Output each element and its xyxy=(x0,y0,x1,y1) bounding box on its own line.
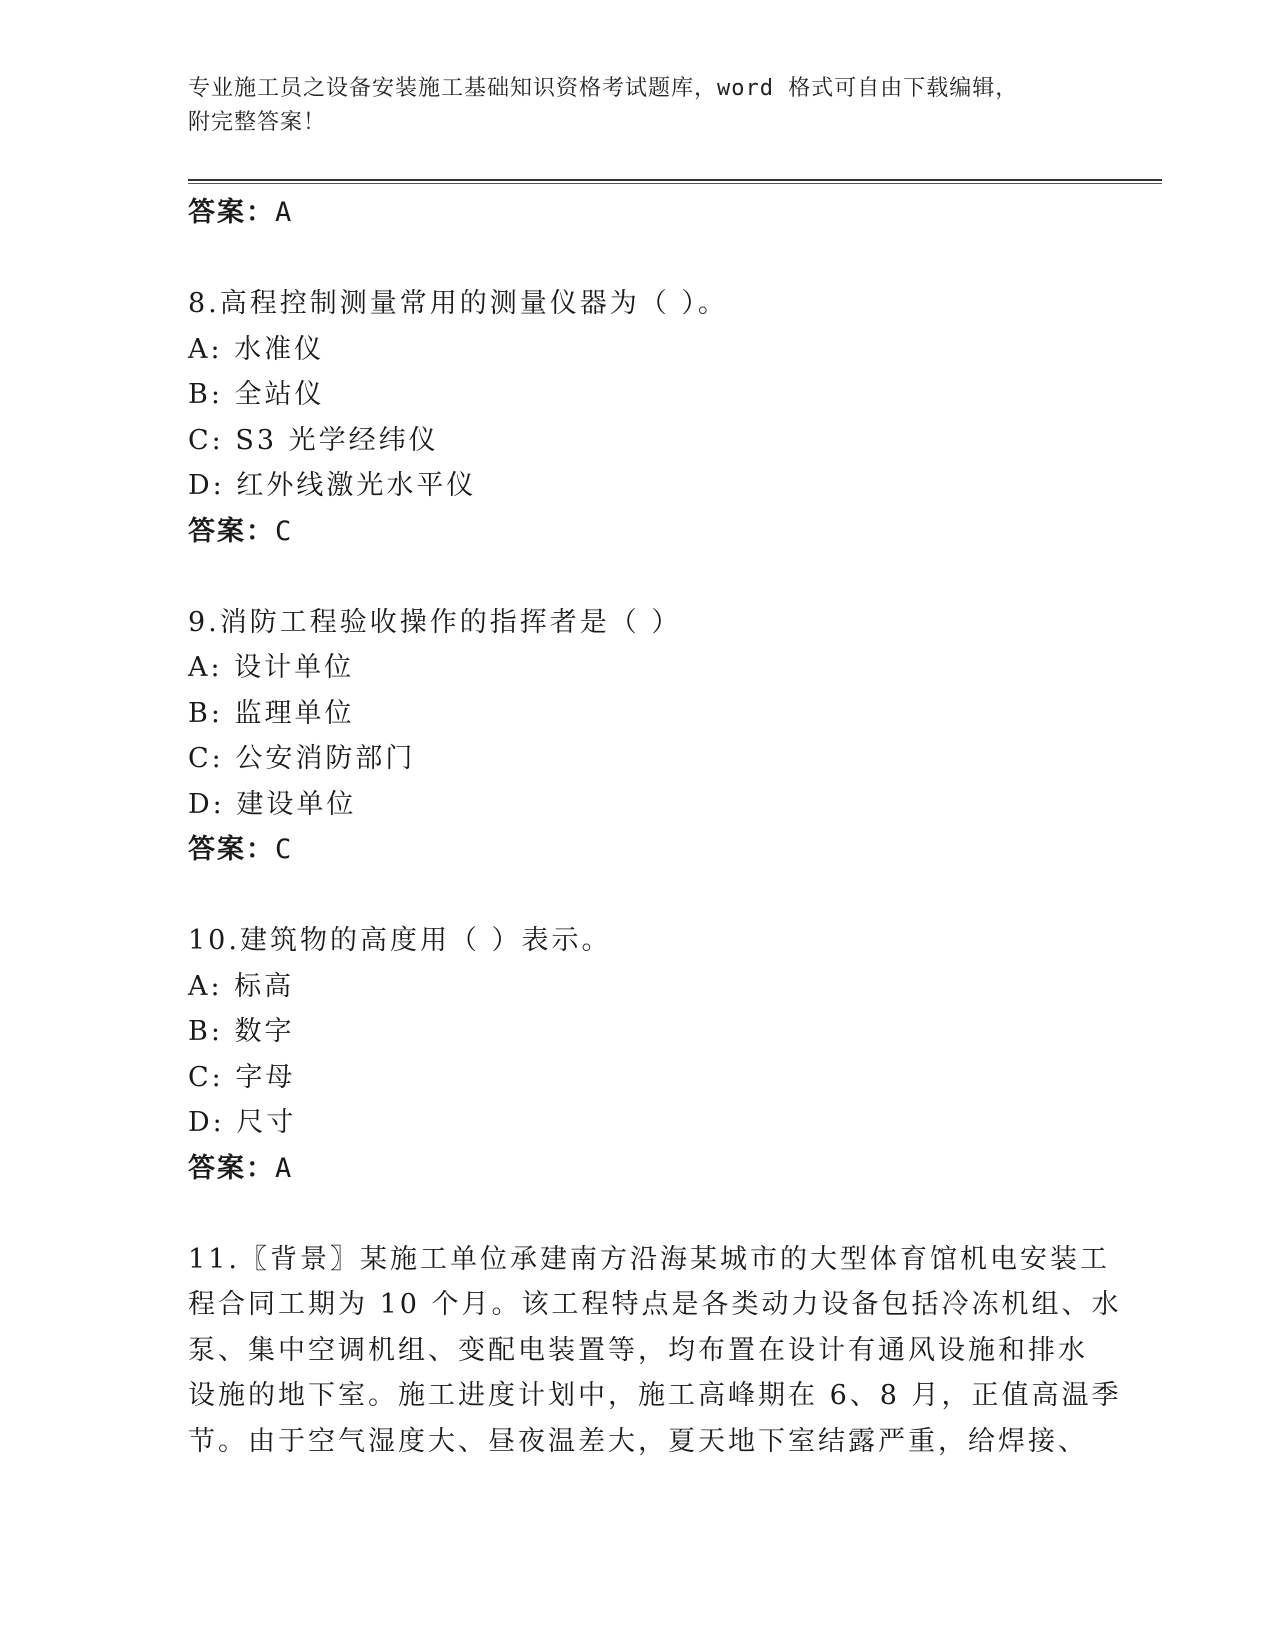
paragraph-line: 程合同工期为 10 个月。该工程特点是各类动力设备包括冷冻机组、水 xyxy=(188,1289,1122,1320)
spacer xyxy=(188,1191,1088,1237)
option-d: D: 红外线激光水平仪 xyxy=(188,470,477,501)
answer-value: A xyxy=(275,1152,294,1184)
option-a: A: 标高 xyxy=(188,970,295,1002)
spacer xyxy=(188,236,1088,282)
option-c: C: S3 光学经纬仪 xyxy=(188,424,439,456)
answer-value: C xyxy=(275,834,294,865)
option-d: D: 建设单位 xyxy=(188,788,357,820)
option-b: B: 监理单位 xyxy=(188,697,355,729)
question-11-background xyxy=(188,1237,1122,1465)
answer-label: 答案： xyxy=(188,515,275,547)
paragraph-line: 泵、集中空调机组、变配电装置等，均布置在设计有通风设施和排水 xyxy=(188,1334,1088,1366)
question-list xyxy=(188,190,1122,1464)
answer-line xyxy=(188,827,1088,873)
answer-label: 答案： xyxy=(188,197,275,228)
answer-line xyxy=(188,509,1088,555)
answer-label: 答案： xyxy=(188,1152,275,1184)
question-block xyxy=(188,281,1088,554)
answer-line xyxy=(188,1146,1088,1192)
option-d: D: 尺寸 xyxy=(188,1107,297,1138)
answer-value: A xyxy=(275,197,294,228)
document-header xyxy=(188,72,1068,140)
option-a: A: 设计单位 xyxy=(188,652,355,683)
header-line-2: 附完整答案！ xyxy=(188,110,327,135)
header-rule-thin xyxy=(188,183,1162,184)
question-stem: 9.消防工程验收操作的指挥者是（ ） xyxy=(188,606,682,638)
answer-label: 答案： xyxy=(188,834,275,865)
question-stem: 10.建筑物的高度用（ ）表示。 xyxy=(188,925,612,956)
header-line-1: 专业施工员之设备安装施工基础知识资格考试题库，word 格式可自由下载编辑， xyxy=(188,76,1019,101)
question-block xyxy=(188,918,1088,1191)
spacer xyxy=(188,554,1088,600)
spacer xyxy=(188,873,1088,919)
answer-value: C xyxy=(275,515,294,547)
paragraph-line: 节。由于空气湿度大、昼夜温差大，夏天地下室结露严重，给焊接、 xyxy=(188,1425,1088,1457)
option-c: C: 公安消防部门 xyxy=(188,743,416,774)
header-rule xyxy=(188,179,1162,181)
option-c: C: 字母 xyxy=(188,1061,296,1093)
option-b: B: 数字 xyxy=(188,1016,295,1047)
answer-line xyxy=(188,190,1088,236)
option-b: B: 全站仪 xyxy=(188,379,325,410)
question-block xyxy=(188,600,1088,873)
question-stem: 8.高程控制测量常用的测量仪器为（ ）。 xyxy=(188,288,728,319)
paragraph-line: 设施的地下室。施工进度计划中，施工高峰期在 6、8 月，正值高温季 xyxy=(188,1380,1122,1411)
paragraph-line: 11.〖背景〗某施工单位承建南方沿海某城市的大型体育馆机电安装工 xyxy=(188,1243,1110,1275)
option-a: A: 水准仪 xyxy=(188,333,325,365)
